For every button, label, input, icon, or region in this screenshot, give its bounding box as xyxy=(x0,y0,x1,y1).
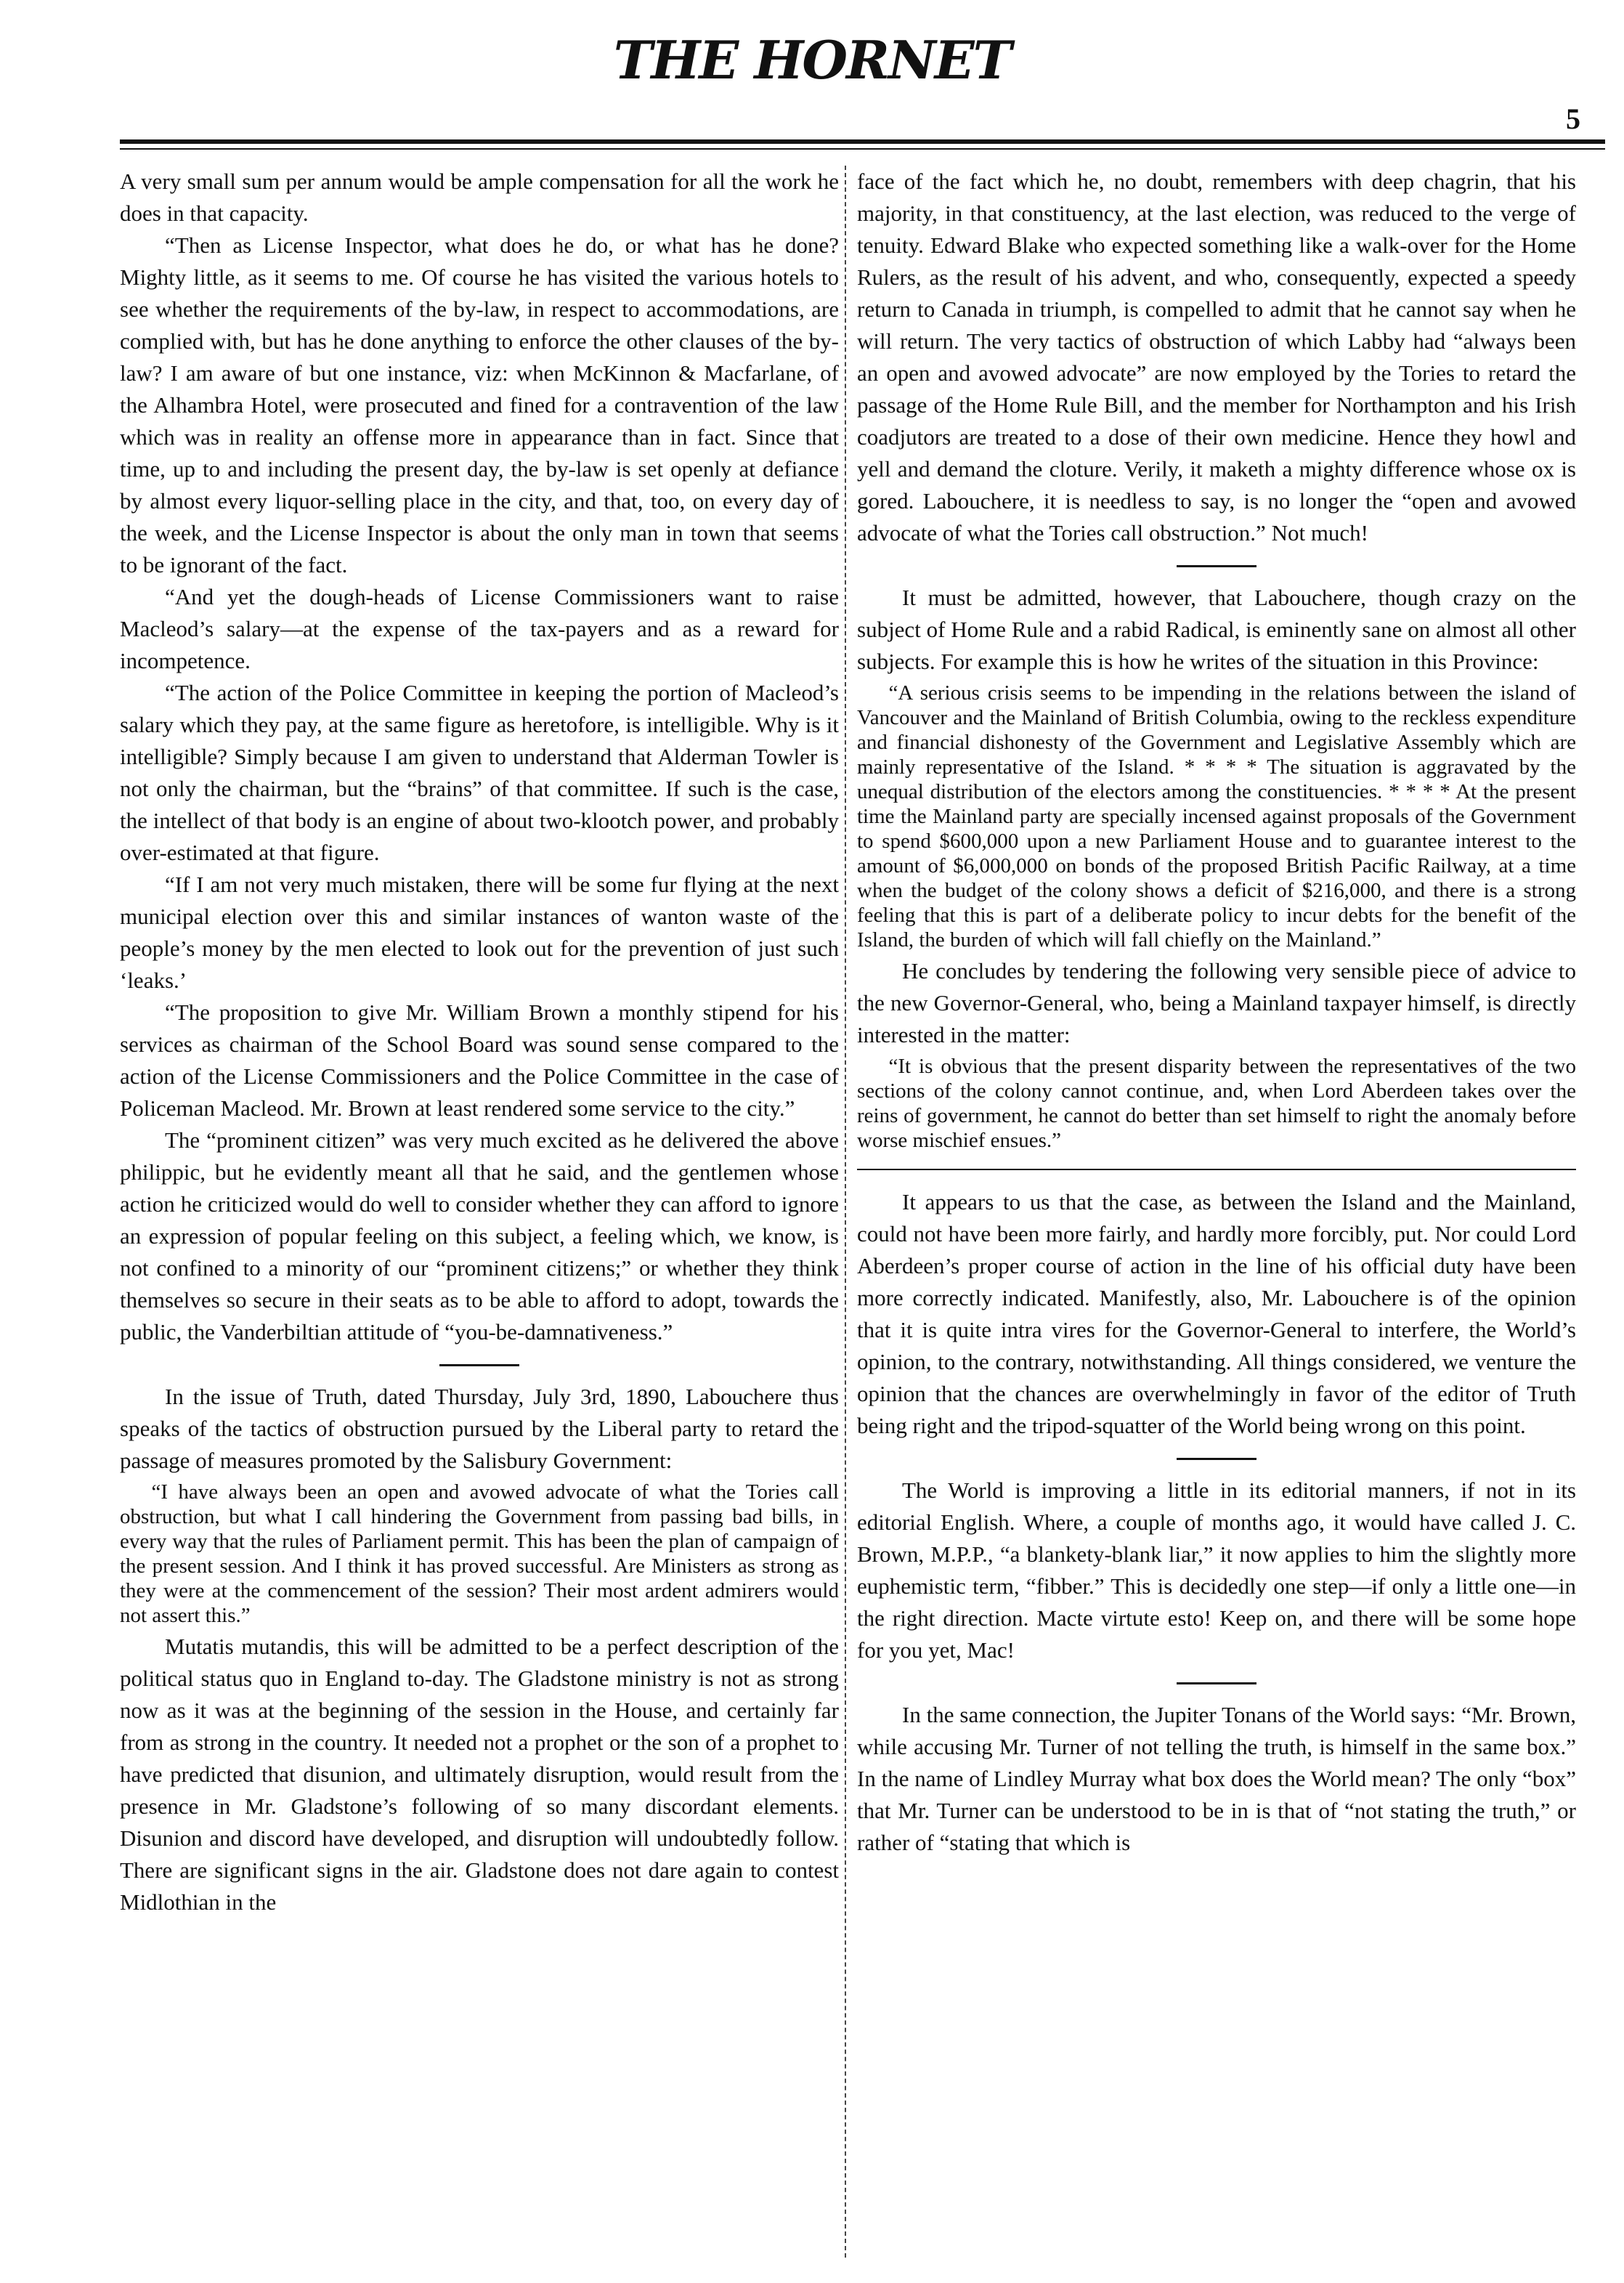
block-quote: “A serious crisis seems to be impending in the relations between the island of Vancouver and the Mainland of British Columbia, owing to the reckless expenditure and financial dishonesty of the Government and Legislative Assembly which are mainly representative of the Island. * * * * The situation is aggravated by the unequal distribution of the electors among the constituencies. * * * * At the present time the Mainland party are specially incensed against proposals of the Government to spend $600,000 upon a new Parliament House and to guarantee interest to the amount of $6,000,000 on bonds of the proposed British Pacific Railway, at a time when the budget of the colony shows a deficit of $216,000, and there is a strong feeling that this is part of a deliberate policy to incur debts for the benefit of the Island, the burden of which will fall chiefly on the Mainland.” xyxy=(857,681,1576,952)
block-quote: “I have always been an open and avowed advocate of what the Tories call obstruction, but what I call hindering the Government from passing bad bills, in every way that the rules of Parliament permit. This has been the plan of campaign of the present session. And I think it has proved successful. Are Ministers as strong as they were at the commencement of the session? Their most ardent admirers would not assert this.” xyxy=(120,1480,839,1627)
header-rule-thin xyxy=(120,148,1605,150)
paragraph: It appears to us that the case, as between the Island and the Mainland, could not have been more fairly, and hardly more forcibly, put. Nor could Lord Aberdeen’s proper course of action in the line of his official duty have been more correctly indicated. Manifestly, also, Mr. Labouchere is of the opinion that it is quite intra vires for the Governor-General to interfere, the World’s opinion, to the contrary, notwithstanding. All things considered, we venture the opinion that the chances are overwhelmingly in favor of the editor of Truth being right and the tripod-squatter of the World being wrong on this point. xyxy=(857,1189,1576,1438)
paragraph: It must be admitted, however, that Labouchere, though crazy on the subject of Home Rule and a rabid Radical, is eminently sane on almost all other subjects. For example this is how he writes of the situation in this Province: xyxy=(857,585,1576,674)
paragraph: A very small sum per annum would be ample compensation for all the work he does in that capacity. xyxy=(120,169,839,226)
paragraph: He concludes by tendering the following very sensible piece of advice to the new Governor-General, who, being a Mainland taxpayer himself, is directly interested in the matter: xyxy=(857,958,1576,1047)
page-number: 5 xyxy=(1566,102,1580,135)
column-divider xyxy=(845,166,846,2258)
section-divider xyxy=(439,1364,519,1366)
section-divider xyxy=(1177,1458,1256,1460)
paragraph: “Then as License Inspector, what does he do, or what has he done? Mighty little, as it seems to me. Of course he has visited the various hotels to see whether the requirements of the by-law, in respect to accommodations, are complied with, but has he done anything to enforce the other clauses of the by-law? I am aware of but one instance, viz: when McKinnon & Macfarlane, of the Alhambra Hotel, were prosecuted and fined for a contravention of the law which was in reality an offense more in appearance than in fact. Since that time, up to and including the present day, the by-law is set openly at defiance by almost every liquor-selling place in the city, and that, too, on every day of the week, and the License Inspector is about the only man in town that seems to be ignorant of the fact. xyxy=(120,232,839,577)
paragraph: “And yet the dough-heads of License Commissioners want to raise Macleod’s salary—at the expense of the tax-payers and as a reward for incompetence. xyxy=(120,584,839,673)
left-column xyxy=(120,166,839,2258)
paragraph: “The action of the Police Committee in keeping the portion of Macleod’s salary which they pay, at the same figure as heretofore, is intelligible. Why is it intelligible? Simply because I am given to understand that Alderman Towler is not only the chairman, but the “brains” of that committee. If such is the case, the intellect of that body is an engine of about two-klootch power, and probably over-estimated at that figure. xyxy=(120,680,839,865)
section-divider xyxy=(857,1169,1576,1170)
paragraph: Mutatis mutandis, this will be admitted to be a perfect description of the political status quo in England to-day. The Gladstone ministry is not as strong now as it was at the beginning of the session in the House, and certainly far from as strong in the country. It needed not a prophet or the son of a prophet to have predicted that disunion, and ultimately disruption, would result from the presence in Mr. Gladstone’s following of so many discordant elements. Disunion and discord have developed, and disruption will undoubtedly follow. There are significant signs in the air. Gladstone does not dare again to contest Midlothian in the xyxy=(120,1634,839,1915)
paragraph: face of the fact which he, no doubt, remembers with deep chagrin, that his majority, in that constituency, at the last election, was reduced to the verge of tenuity. Edward Blake who expected something like a walk-over for the Home Rulers, as the result of his advent, and who, consequently, expected a speedy return to Canada in triumph, is compelled to admit that he cannot say when he will return. The very tactics of obstruction of which Labby had “always been an open and avowed advocate” are now employed by the Tories to retard the passage of the Home Rule Bill, and the member for Northampton and his Irish coadjutors are treated to a dose of their own medicine. Hence they howl and yell and demand the cloture. Verily, it maketh a mighty difference whose ox is gored. Labouchere, it is needless to say, is no longer the “open and avowed advocate of what the Tories call obstruction.” Not much! xyxy=(857,169,1576,546)
paragraph: “If I am not very much mistaken, there will be some fur flying at the next municipal election over this and similar instances of wanton waste of the people’s money by the men elected to look out for the prevention of just such ‘leaks.’ xyxy=(120,872,839,993)
paragraph: The World is improving a little in its editorial manners, if not in its editorial English. Where, a couple of months ago, it would have called J. C. Brown, M.P.P., “a blankety-blank liar,” it now applies to him the slightly more euphemistic term, “fibber.” This is decidedly one step—if only a little one—in the right direction. Macte virtute esto! Keep on, and there will be some hope for you yet, Mac! xyxy=(857,1477,1576,1663)
section-divider xyxy=(1177,1682,1256,1684)
paragraph: “The proposition to give Mr. William Brown a monthly stipend for his services as chairman of the School Board was sound sense compared to the action of the License Commissioners and the Police Committee in the case of Policeman Macleod. Mr. Brown at least rendered some service to the city.” xyxy=(120,999,839,1121)
right-column xyxy=(857,166,1576,2258)
paragraph: The “prominent citizen” was very much excited as he delivered the above philippic, but he evidently meant all that he said, and the gentlemen whose action he criticized would do well to consider whether they can afford to ignore an expression of popular feeling on this subject, a feeling which, we know, is not confined to a minority of our “prominent citizens;” or whether they think themselves so secure in their seats as to be able to afford to adopt, towards the public, the Vanderbiltian attitude of “you-be-damnativeness.” xyxy=(120,1127,839,1345)
paragraph: In the issue of Truth, dated Thursday, July 3rd, 1890, Labouchere thus speaks of the tactics of obstruction pursued by the Liberal party to retard the passage of measures promoted by the Salisbury Government: xyxy=(120,1384,839,1473)
header-rule xyxy=(120,139,1605,144)
masthead: THE HORNET xyxy=(613,29,1011,91)
section-divider xyxy=(1177,565,1256,567)
block-quote: “It is obvious that the present disparity between the representatives of the two sections of the colony cannot continue, and, when Lord Aberdeen takes over the reins of government, he cannot do better than set himself to right the anomaly before worse mischief ensues.” xyxy=(857,1055,1576,1152)
paragraph: In the same connection, the Jupiter Tonans of the World says: “Mr. Brown, while accusing Mr. Turner of not telling the truth, is himself in the same box.” In the name of Lindley Murray what box does the World mean? The only “box” that Mr. Turner can be understood to be in is that of “not stating the truth,” or rather of “stating that which is xyxy=(857,1702,1576,1855)
